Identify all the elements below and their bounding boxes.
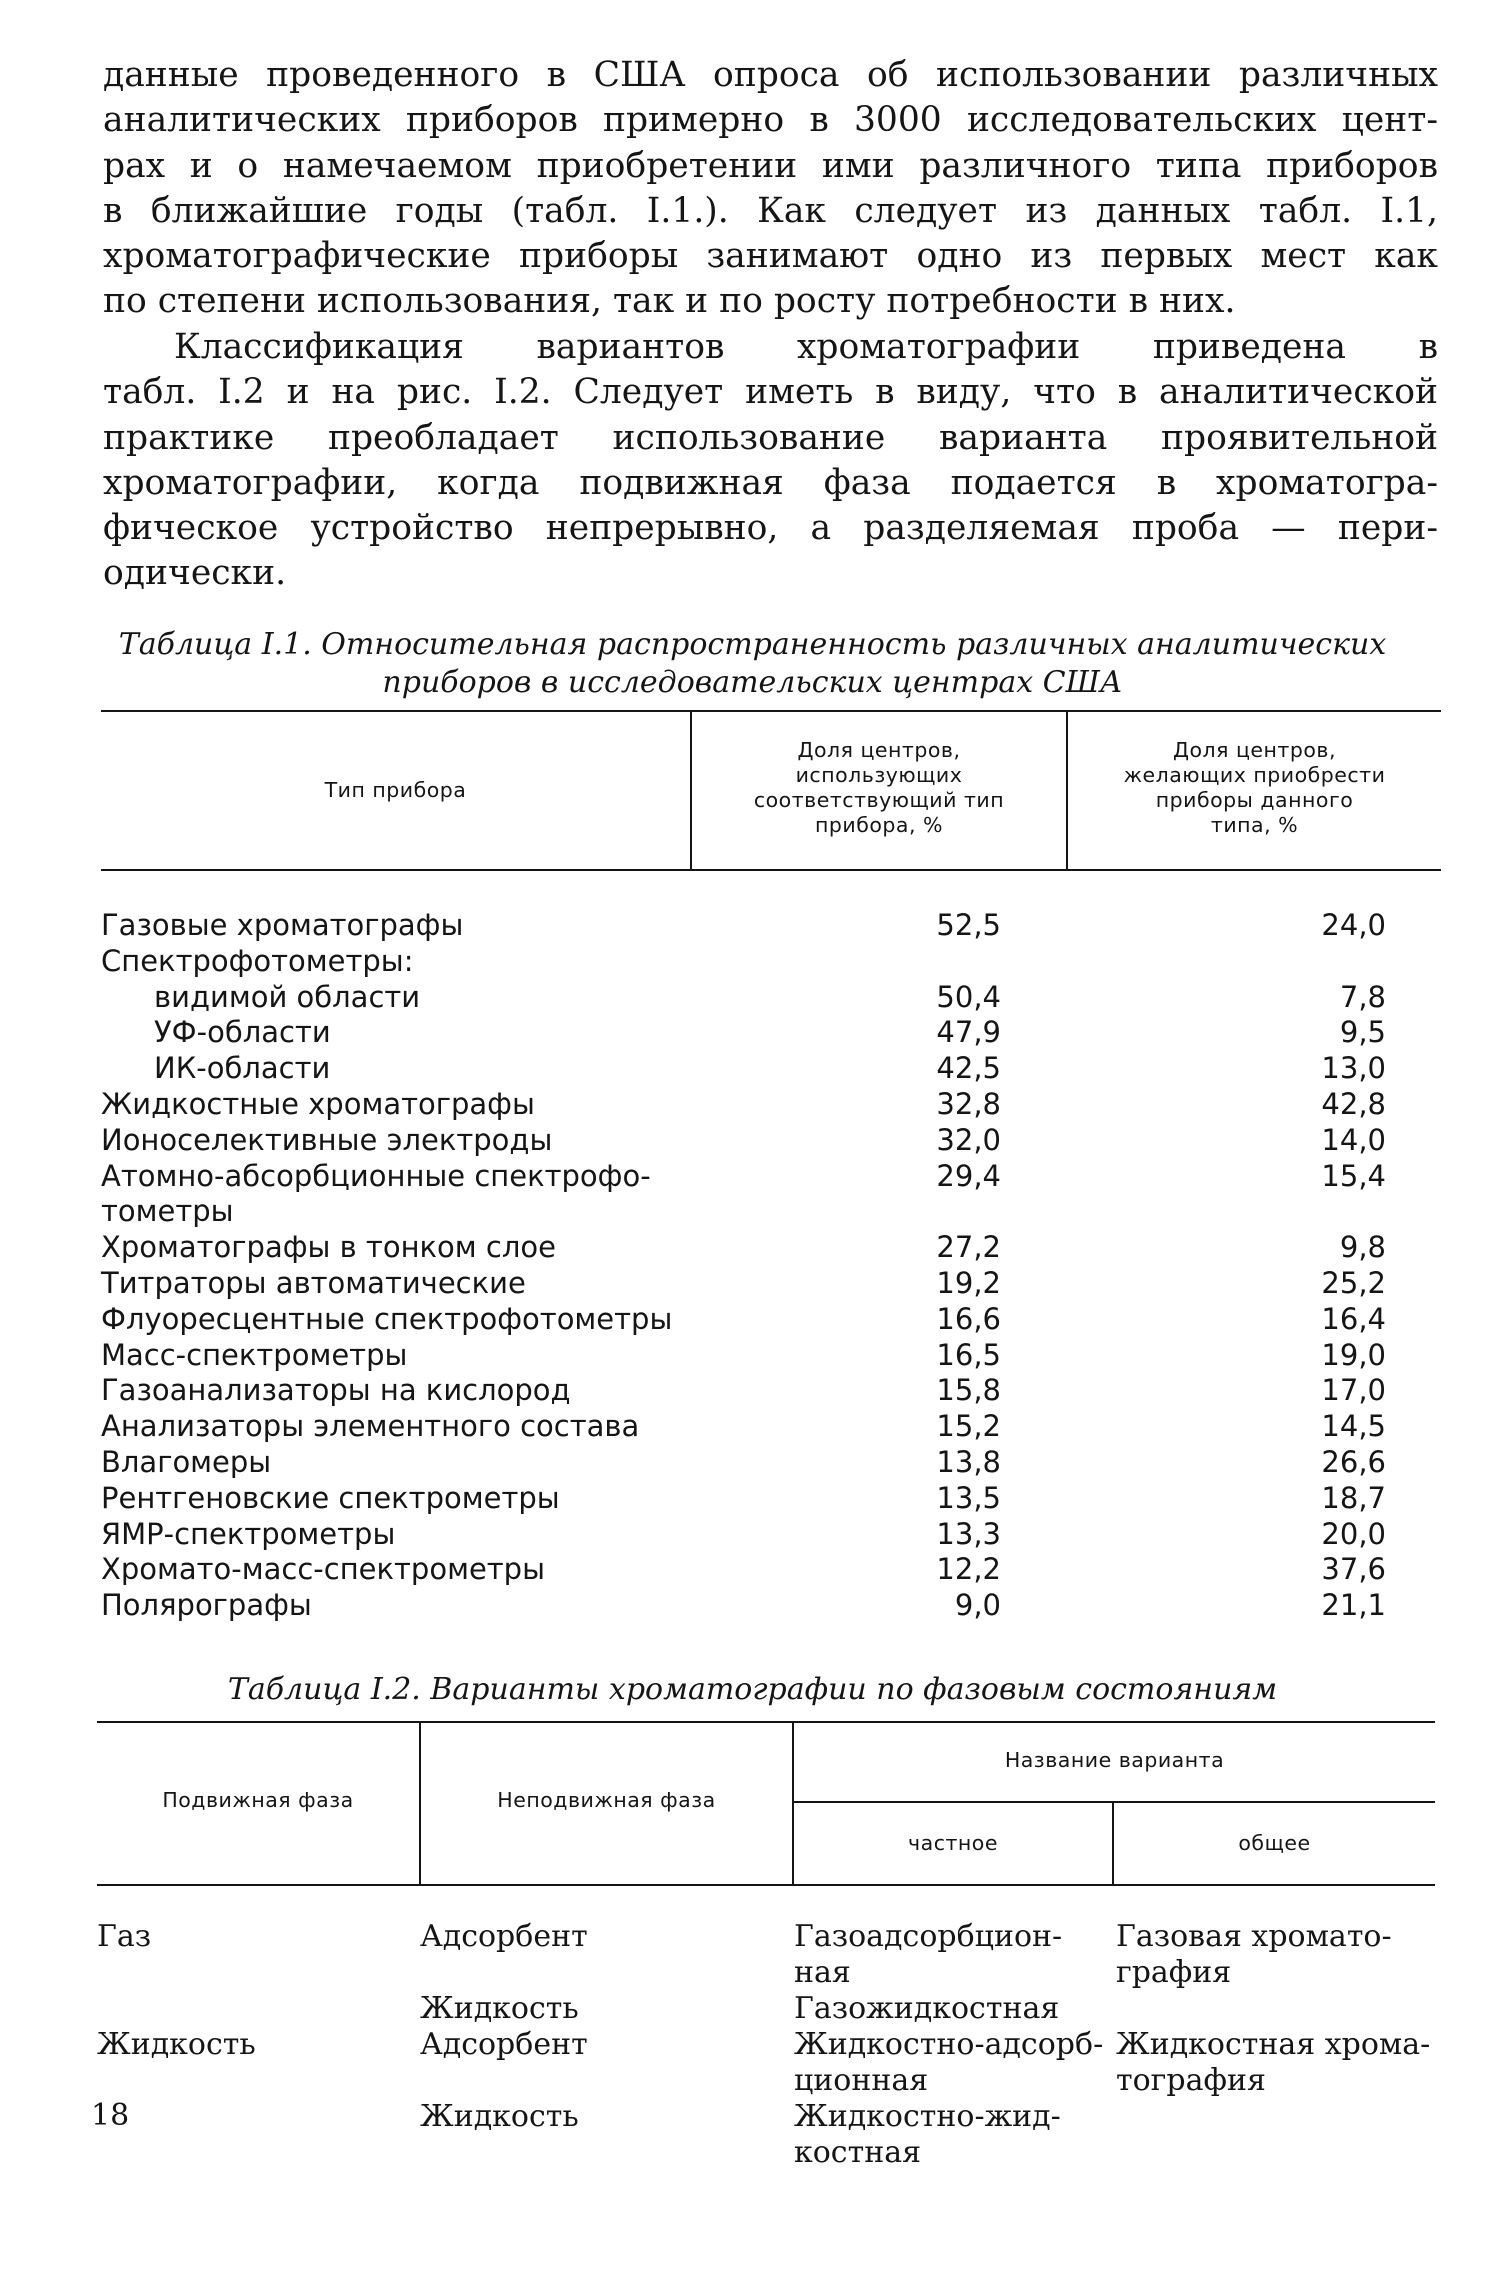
table-2-caption: Таблица I.2. Варианты хроматографии по фазовым состояниям [227,1672,1278,1707]
table-row: УФ-области 47,9 9,5 [154,1015,1386,1050]
table-2-top-rule [97,1721,1435,1723]
header-share-using: Доля центров, использующих соответствующий тип прибора, % [753,738,1005,837]
header-particular: частное [908,1831,998,1855]
header-stationary-phase: Неподвижная фаза [497,1788,716,1812]
general-liquid-chromatography: Жидкостная хрома- тография [1116,2027,1431,2098]
table-row: Полярографы 9,0 21,1 [101,1588,1386,1623]
table-row: Атомно-абсорбционные спектрофо- 29,4 15,4 [101,1158,1386,1193]
table-row: Влагомеры 13,8 26,6 [101,1444,1386,1479]
stationary-phase-cell: Жидкость [420,1991,579,2026]
table-row: Рентгеновские спектрометры 13,5 18,7 [101,1480,1386,1515]
table-row: Анализаторы элементного состава 15,2 14,5 [101,1409,1386,1444]
table-row: тометры [101,1194,234,1229]
table-row: видимой области 50,4 7,8 [154,979,1386,1014]
table-row: Хроматографы в тонком слое 27,2 9,8 [101,1230,1386,1265]
stationary-phase-cell: Адсорбент [420,2027,588,2062]
text-line: табл. I.2 и на рис. I.2. Следует иметь в виду, что в аналитической [103,372,1438,413]
table-row: Хромато-масс-спектрометры 12,2 37,6 [101,1552,1386,1587]
table-row: Титраторы автоматические 19,2 25,2 [101,1265,1386,1300]
header-general: общее [1238,1831,1311,1855]
table-row: Газоанализаторы на кислород 15,8 17,0 [101,1373,1386,1408]
table-1-caption [0,626,1505,702]
text-line: Классификация вариантов хроматографии приведена в [174,327,1438,367]
text-line: одически. [103,553,287,594]
table-2-column-divider [792,1721,794,1886]
text-line: данные проведенного в США опроса об использовании различных [103,55,1438,95]
table-2-header-rule [97,1884,1435,1886]
table-1-top-rule [101,710,1441,712]
page-number: 18 [91,2098,130,2133]
caption-line: приборов в исследовательских центрах США [382,665,1123,700]
table-row: Масс-спектрометры 16,5 19,0 [101,1337,1386,1372]
text-line: рах и о намечаемом приобретении ими различного типа приборов [103,145,1438,186]
paragraph-1 [103,53,1438,325]
text-line: по степени использования, так и по росту потребности в них. [103,281,1236,322]
table-row: Спектрофотометры: [101,943,414,978]
text-line: аналитических приборов примерно в 3000 исследовательских цент- [103,100,1438,141]
table-row: Ионоселективные электроды 32,0 14,0 [101,1122,1386,1157]
variant-liquid-liquid: Жидкостно-жид- костная [794,2099,1061,2170]
header-share-wanting: Доля центров, желающих приобрести приборы данного типа, % [1123,738,1386,837]
variant-gas-adsorption: Газоадсорбцион- ная [794,1919,1063,1990]
header-mobile-phase: Подвижная фаза [162,1788,354,1812]
table-1-header-rule [101,869,1441,871]
stationary-phase-cell: Жидкость [420,2099,579,2134]
table-1-body [101,908,1441,1624]
text-line: хроматографии, когда подвижная фаза подается в хроматогра- [103,462,1438,503]
table-row: Жидкостные хроматографы 32,8 42,8 [101,1086,1386,1121]
text-line: фическое устройство непрерывно, а разделяемая проба — пери- [103,508,1438,549]
table-row: ИК-области 42,5 13,0 [154,1051,1386,1086]
header-instrument-type: Тип прибора [324,778,467,802]
mobile-phase-liquid: Жидкость [97,2027,256,2062]
mobile-phase-gas: Газ [97,1919,152,1954]
table-row: Газовые хроматографы 52,5 24,0 [101,908,1386,942]
table-row: ЯМР-спектрометры 13,3 20,0 [101,1516,1386,1551]
stationary-phase-cell: Адсорбент [420,1919,588,1954]
general-gas-chromatography: Газовая хромато- графия [1116,1919,1392,1990]
header-variant-name: Название варианта [1004,1748,1225,1772]
text-line: практике преобладает использование варианта проявительной [103,417,1438,458]
variant-liquid-adsorption: Жидкостно-адсорб- ционная [794,2027,1104,2098]
paragraph-2 [103,325,1438,597]
variant-gas-liquid: Газожидкостная [794,1991,1060,2026]
text-line: хроматографические приборы занимают одно из первых мест как [103,236,1438,277]
table-row: Флуоресцентные спектрофотометры 16,6 16,4 [101,1301,1386,1336]
caption-line: Таблица I.1. Относительная распространенность различных аналитических [118,627,1387,662]
text-line: в ближайшие годы (табл. I.1.). Как следует из данных табл. I.1, [103,190,1438,231]
